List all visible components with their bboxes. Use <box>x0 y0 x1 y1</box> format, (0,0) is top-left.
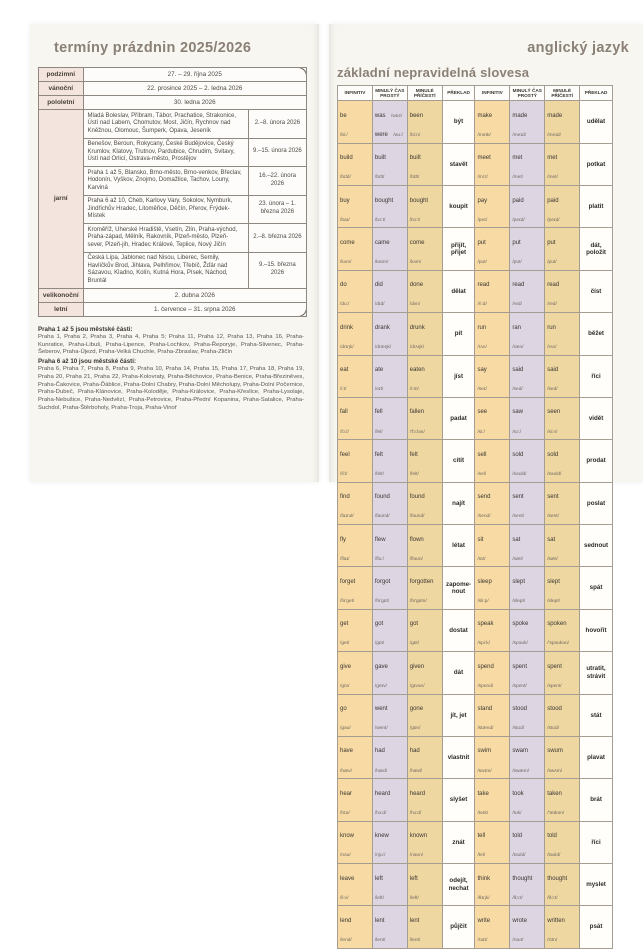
verb-past-simple: felt /felt/ <box>372 440 407 482</box>
verb-past-simple: swam /swæm/ <box>510 736 545 778</box>
verb-past-participle: spoken /'spəʊkən/ <box>545 609 580 651</box>
verb-row <box>338 906 613 948</box>
verb-row <box>338 652 613 694</box>
verb-infinitive: think /θɪŋk/ <box>475 864 510 906</box>
verb-infinitive: speak /spi:k/ <box>475 609 510 651</box>
verbs-column-header: INFINITIV <box>475 86 510 101</box>
verb-past-participle: forgotten /fə'gɒtn/ <box>407 567 442 609</box>
verb-translation: spát <box>580 567 613 609</box>
verb-infinitive: make /meɪk/ <box>475 101 510 143</box>
irregular-verbs-table <box>337 85 613 949</box>
spring-date: 9.–15. března 2026 <box>248 252 306 288</box>
verb-past-simple: forgot /fə'gɒt/ <box>372 567 407 609</box>
verb-translation: plavat <box>580 736 613 778</box>
verb-past-simple: ate /eɪt/ <box>372 355 407 397</box>
verb-translation: létat <box>442 525 475 567</box>
verb-past-simple: was /wɒz/ were /wɜ:/ <box>372 101 407 143</box>
holiday-row <box>39 82 307 96</box>
verb-past-simple: told /təʊld/ <box>510 821 545 863</box>
verb-translation: potkat <box>580 143 613 185</box>
verb-translation: cítit <box>442 440 475 482</box>
verbs-column-header: PŘEKLAD <box>580 86 613 101</box>
verb-past-simple: thought /θɔ:t/ <box>510 864 545 906</box>
verb-past-participle: said /sed/ <box>545 355 580 397</box>
verb-past-simple: ran /ræn/ <box>510 313 545 355</box>
verb-past-simple: knew /nju:/ <box>372 821 407 863</box>
verb-infinitive: put /pʊt/ <box>475 228 510 270</box>
verb-row <box>338 736 613 778</box>
verb-past-simple: heard /hɜ:d/ <box>372 779 407 821</box>
verb-past-simple: lent /lent/ <box>372 906 407 948</box>
verb-past-simple: took /tʊk/ <box>510 779 545 821</box>
holiday-row <box>39 68 307 82</box>
verb-past-simple: wrote /rəʊt/ <box>510 906 545 948</box>
verb-past-simple: gave /geɪv/ <box>372 652 407 694</box>
verb-past-participle: fallen /'fɔ:lən/ <box>407 397 442 439</box>
verb-translation: číst <box>580 270 613 312</box>
verb-translation: půjčit <box>442 906 475 948</box>
verb-translation: dostat <box>442 609 475 651</box>
verb-infinitive: buy /baɪ/ <box>338 186 373 228</box>
verb-translation: slyšet <box>442 779 475 821</box>
verb-translation: běžet <box>580 313 613 355</box>
verb-past-participle: found /faʊnd/ <box>407 482 442 524</box>
verb-past-simple: sold /səʊld/ <box>510 440 545 482</box>
verb-translation: říci <box>580 355 613 397</box>
spring-districts: Mladá Boleslav, Příbram, Tábor, Prachatice, Strakonice, Ústí nad Labem, Chomutov, Most, Jičín, Rychnov nad Kněžnou, Olomouc, Šumperk, Opava, Jeseník <box>83 110 248 139</box>
spring-districts: Praha 1 až 5, Blansko, Brno-město, Brno-venkov, Břeclav, Hodonín, Vyškov, Znojmo, Domažlice, Tachov, Louny, Karviná <box>83 167 248 196</box>
holiday-date: 30. ledna 2026 <box>83 96 307 110</box>
verb-infinitive: lend /lend/ <box>338 906 373 948</box>
verb-past-participle: been /bi:n/ <box>407 101 442 143</box>
verb-infinitive: run /rʌn/ <box>475 313 510 355</box>
verb-past-simple: sat /sæt/ <box>510 525 545 567</box>
verb-infinitive: meet /mi:t/ <box>475 143 510 185</box>
holiday-date: 27. – 29. října 2025 <box>83 68 307 82</box>
verb-infinitive: read /ri:d/ <box>475 270 510 312</box>
spring-districts: Kroměříž, Uherské Hradiště, Vsetín, Zlín, Praha-východ, Praha-západ, Mělník, Rakovník, Plzeň-město, Plzeň-sever, Plzeň-jih, Hradec Králové, Teplice, Nový Jičín <box>83 224 248 253</box>
verb-translation: odejít, nechat <box>442 864 475 906</box>
verb-past-simple: came /keɪm/ <box>372 228 407 270</box>
verb-translation: brát <box>580 779 613 821</box>
verb-row <box>338 525 613 567</box>
verb-past-participle: thought /θɔ:t/ <box>545 864 580 906</box>
spring-date: 2.–8. února 2026 <box>248 110 306 139</box>
verb-row <box>338 779 613 821</box>
verb-past-participle: come /kʌm/ <box>407 228 442 270</box>
verb-infinitive: say /seɪ/ <box>475 355 510 397</box>
verb-infinitive: go /gəʊ/ <box>338 694 373 736</box>
verb-past-participle: sat /sæt/ <box>545 525 580 567</box>
verb-row <box>338 101 613 143</box>
holiday-type-label: letní <box>39 302 84 316</box>
prague-districts-footnotes <box>38 326 304 413</box>
verb-past-simple: got /gɒt/ <box>372 609 407 651</box>
left-page-title: termíny prázdnin 2025/2026 <box>54 40 252 56</box>
holiday-date: 1. července – 31. srpna 2026 <box>83 302 307 316</box>
spring-date: 16.–22. února 2026 <box>248 167 306 196</box>
left-page <box>30 24 319 482</box>
verb-past-simple: made /meɪd/ <box>510 101 545 143</box>
verb-translation: hovořit <box>580 609 613 651</box>
verb-translation: poslat <box>580 482 613 524</box>
verb-infinitive: have /hæv/ <box>338 736 373 778</box>
verb-past-simple: put /pʊt/ <box>510 228 545 270</box>
verb-infinitive: do /du:/ <box>338 270 373 312</box>
spring-date: 23. února – 1. března 2026 <box>248 195 306 224</box>
verb-past-participle: read /red/ <box>545 270 580 312</box>
verb-translation: zapome- nout <box>442 567 475 609</box>
verbs-column-header: MINULÉ PŘÍČESTÍ <box>407 86 442 101</box>
holiday-type-label: podzimní <box>39 68 84 82</box>
verb-translation: dát, položit <box>580 228 613 270</box>
verb-past-participle: left /left/ <box>407 864 442 906</box>
verb-infinitive: sit /sɪt/ <box>475 525 510 567</box>
holiday-date: 2. dubna 2026 <box>83 288 307 302</box>
verb-past-participle: met /met/ <box>545 143 580 185</box>
verb-infinitive: sleep /sli:p/ <box>475 567 510 609</box>
verbs-header-row <box>338 86 613 101</box>
verb-past-simple: flew /flu:/ <box>372 525 407 567</box>
footnote-heading: Praha 1 až 5 jsou městské části: <box>38 325 133 333</box>
verb-past-participle: sent /sent/ <box>545 482 580 524</box>
verb-infinitive: see /si:/ <box>475 397 510 439</box>
verb-infinitive: drink /drɪŋk/ <box>338 313 373 355</box>
verb-row <box>338 143 613 185</box>
holiday-table-frame <box>38 67 307 317</box>
spring-districts: Benešov, Beroun, Rokycany, České Budějovice, Český Krumlov, Klatovy, Trutnov, Pardubice, Chrudim, Svitavy, Ústí nad Orlicí, Ostrava-město, Prostějov <box>83 138 248 167</box>
verb-infinitive: sell /sel/ <box>475 440 510 482</box>
verb-translation: koupit <box>442 186 475 228</box>
verb-past-participle: drunk /drʌŋk/ <box>407 313 442 355</box>
verb-row <box>338 694 613 736</box>
spring-districts: Praha 6 až 10, Cheb, Karlovy Vary, Sokolov, Nymburk, Jindřichův Hradec, Litoměřice, Děčín, Přerov, Frýdek-Místek <box>83 195 248 224</box>
verb-past-participle: bought /bɔ:t/ <box>407 186 442 228</box>
verb-translation: jíst <box>442 355 475 397</box>
verbs-section-title: základní nepravidelná slovesa <box>337 65 530 80</box>
verb-translation: pít <box>442 313 475 355</box>
verb-translation: jít, jet <box>442 694 475 736</box>
verb-past-simple: read /red/ <box>510 270 545 312</box>
verb-row <box>338 864 613 906</box>
verb-past-participle: swum /swʌm/ <box>545 736 580 778</box>
verb-infinitive: take /teɪk/ <box>475 779 510 821</box>
spring-date: 9.–15. února 2026 <box>248 138 306 167</box>
verb-row <box>338 440 613 482</box>
verb-row <box>338 567 613 609</box>
verb-row <box>338 397 613 439</box>
verb-past-simple: spoke /spəʊk/ <box>510 609 545 651</box>
verb-translation: najít <box>442 482 475 524</box>
holiday-type-label: pololetní <box>39 96 84 110</box>
verb-past-participle: sold /səʊld/ <box>545 440 580 482</box>
verb-translation: utratit, strávit <box>580 652 613 694</box>
verb-past-participle: stood /stʊd/ <box>545 694 580 736</box>
verb-translation: přijít, přijet <box>442 228 475 270</box>
holiday-row <box>39 302 307 316</box>
verb-row <box>338 821 613 863</box>
verb-infinitive: hear /hɪə/ <box>338 779 373 821</box>
verb-infinitive: send /send/ <box>475 482 510 524</box>
verb-past-simple: left /left/ <box>372 864 407 906</box>
verb-past-participle: seen /si:n/ <box>545 397 580 439</box>
verb-past-participle: flown /fləʊn/ <box>407 525 442 567</box>
verb-translation: platit <box>580 186 613 228</box>
verb-past-simple: sent /sent/ <box>510 482 545 524</box>
verb-translation: stavět <box>442 143 475 185</box>
verbs-column-header: MINULÝ ČAS PROSTÝ <box>372 86 407 101</box>
verb-row <box>338 482 613 524</box>
verb-translation: myslet <box>580 864 613 906</box>
verb-translation: prodat <box>580 440 613 482</box>
verb-past-participle: known /nəʊn/ <box>407 821 442 863</box>
verb-infinitive: get /get/ <box>338 609 373 651</box>
verb-past-participle: run /rʌn/ <box>545 313 580 355</box>
footnote-heading: Praha 6 až 10 jsou městské části: <box>38 357 137 365</box>
verb-translation: být <box>442 101 475 143</box>
verb-past-participle: given /gɪvən/ <box>407 652 442 694</box>
verb-past-participle: made /meɪd/ <box>545 101 580 143</box>
verb-past-participle: felt /felt/ <box>407 440 442 482</box>
verb-row <box>338 228 613 270</box>
verb-row <box>338 355 613 397</box>
verb-translation: znát <box>442 821 475 863</box>
right-page <box>329 24 643 944</box>
verb-past-participle: paid /peɪd/ <box>545 186 580 228</box>
verb-row <box>338 609 613 651</box>
footnote-text: Praha 6, Praha 7, Praha 8, Praha 9, Praha 10, Praha 14, Praha 15, Praha 17, Praha 18, Praha 19, Praha 20, Praha 21, Praha 22, Praha-Kolovraty, Praha-Běchovice, Praha-Benice, Praha-Březiněves, Praha-Čakovice, Praha-Ďáblice, Praha-Dolní Chabry, Praha-Dolní Měcholupy, Praha-Dolní Počernice, Praha-Dubeč, Praha-Klánovice, Praha-Koloděje, Praha-Královice, Praha-Křeslice, Praha-Lysolaje, Praha-Nebušice, Praha-Nedvězí, Praha-Petrovice, Praha-Přední Kopanina, Praha-Satalice, Praha-Suchdol, Praha-Štěrboholy, Praha-Troja, Praha-Vinoř <box>38 366 304 411</box>
verb-infinitive: give /gɪv/ <box>338 652 373 694</box>
holiday-type-label: velikonoční <box>39 288 84 302</box>
holiday-date: 22. prosince 2025 – 2. ledna 2026 <box>83 82 307 96</box>
verb-infinitive: swim /swɪm/ <box>475 736 510 778</box>
verb-infinitive: be /bi:/ <box>338 101 373 143</box>
verb-past-simple: went /went/ <box>372 694 407 736</box>
verb-past-simple: built /bɪlt/ <box>372 143 407 185</box>
verb-past-simple: saw /sɔ:/ <box>510 397 545 439</box>
verb-infinitive: spend /spend/ <box>475 652 510 694</box>
verb-infinitive: pay /peɪ/ <box>475 186 510 228</box>
verb-translation: padat <box>442 397 475 439</box>
verb-past-simple: spent /spent/ <box>510 652 545 694</box>
verb-past-simple: paid /peɪd/ <box>510 186 545 228</box>
verb-translation: vidět <box>580 397 613 439</box>
verb-past-participle: eaten /i:tn/ <box>407 355 442 397</box>
verb-infinitive: fall /fɔ:l/ <box>338 397 373 439</box>
verb-infinitive: stand /stænd/ <box>475 694 510 736</box>
verb-past-participle: taken /'teɪkən/ <box>545 779 580 821</box>
verb-infinitive: know /nəʊ/ <box>338 821 373 863</box>
verb-past-participle: spent /spent/ <box>545 652 580 694</box>
verb-translation: vlastnit <box>442 736 475 778</box>
verb-infinitive: eat /i:t/ <box>338 355 373 397</box>
verb-translation: udělat <box>580 101 613 143</box>
verb-infinitive: tell /tel/ <box>475 821 510 863</box>
verb-past-participle: had /hæd/ <box>407 736 442 778</box>
verb-past-simple: stood /stʊd/ <box>510 694 545 736</box>
verb-translation: psát <box>580 906 613 948</box>
verb-past-participle: got /gɒt/ <box>407 609 442 651</box>
verb-translation: dělat <box>442 270 475 312</box>
holiday-type-label-spring: jarní <box>39 110 84 289</box>
verb-infinitive: come /kʌm/ <box>338 228 373 270</box>
verb-past-participle: done /dʌn/ <box>407 270 442 312</box>
verbs-column-header: MINULÉ PŘÍČESTÍ <box>545 86 580 101</box>
spring-date: 2.–8. března 2026 <box>248 224 306 253</box>
verb-past-participle: told /təʊld/ <box>545 821 580 863</box>
spring-districts: Česká Lípa, Jablonec nad Nisou, Liberec, Semily, Havlíčkův Brod, Jihlava, Pelhřimov, Třebíč, Žďár nad Sázavou, Kladno, Kolín, Kutná Hora, Písek, Náchod, Bruntál <box>83 252 248 288</box>
verb-row <box>338 270 613 312</box>
verb-past-simple: fell /fel/ <box>372 397 407 439</box>
verb-past-participle: gone /gɒn/ <box>407 694 442 736</box>
verb-row <box>338 313 613 355</box>
verb-infinitive: leave /li:v/ <box>338 864 373 906</box>
spring-holiday-row <box>39 110 307 139</box>
verb-past-simple: drank /dræŋk/ <box>372 313 407 355</box>
verb-past-participle: built /bɪlt/ <box>407 143 442 185</box>
verb-past-simple: said /sed/ <box>510 355 545 397</box>
verb-translation: říci <box>580 821 613 863</box>
verb-past-participle: put /pʊt/ <box>545 228 580 270</box>
verb-translation: sednout <box>580 525 613 567</box>
verb-infinitive: write /raɪt/ <box>475 906 510 948</box>
verb-past-simple: met /met/ <box>510 143 545 185</box>
verb-infinitive: fly /flaɪ/ <box>338 525 373 567</box>
verb-past-participle: heard /hɜ:d/ <box>407 779 442 821</box>
verb-infinitive: feel /fi:l/ <box>338 440 373 482</box>
verb-past-participle: slept /slept/ <box>545 567 580 609</box>
verb-past-participle: lent /lent/ <box>407 906 442 948</box>
verb-infinitive: forget /fə'get/ <box>338 567 373 609</box>
footnote-text: Praha 1, Praha 2, Praha 3, Praha 4, Praha 5; Praha 11, Praha 12, Praha 13, Praha 16, Praha-Kunratice, Praha-Libuš, Praha-Lipence, Praha-Lochkov, Praha-Řeporyje, Praha-Slivenec, Praha-Šeberov, Praha-Újezd, Praha-Velká Chuchle, Praha-Zbraslav, Praha-Zličín <box>38 333 304 356</box>
verbs-column-header: INFINITIV <box>338 86 373 101</box>
verb-infinitive: build /bɪld/ <box>338 143 373 185</box>
holiday-row <box>39 96 307 110</box>
verb-past-participle: written /rɪtn/ <box>545 906 580 948</box>
verb-past-simple: did /dɪd/ <box>372 270 407 312</box>
verb-past-simple: found /faʊnd/ <box>372 482 407 524</box>
verb-row <box>338 186 613 228</box>
verbs-column-header: MINULÝ ČAS PROSTÝ <box>510 86 545 101</box>
holiday-row <box>39 288 307 302</box>
verb-infinitive: find /faɪnd/ <box>338 482 373 524</box>
verb-translation: dát <box>442 652 475 694</box>
verb-past-simple: had /hæd/ <box>372 736 407 778</box>
verb-translation: stát <box>580 694 613 736</box>
verb-past-simple: slept /slept/ <box>510 567 545 609</box>
holiday-dates-table <box>38 67 307 317</box>
holiday-type-label: vánoční <box>39 82 84 96</box>
verb-past-simple: bought /bɔ:t/ <box>372 186 407 228</box>
verbs-column-header: PŘEKLAD <box>442 86 475 101</box>
right-page-title: anglický jazyk <box>527 40 629 56</box>
